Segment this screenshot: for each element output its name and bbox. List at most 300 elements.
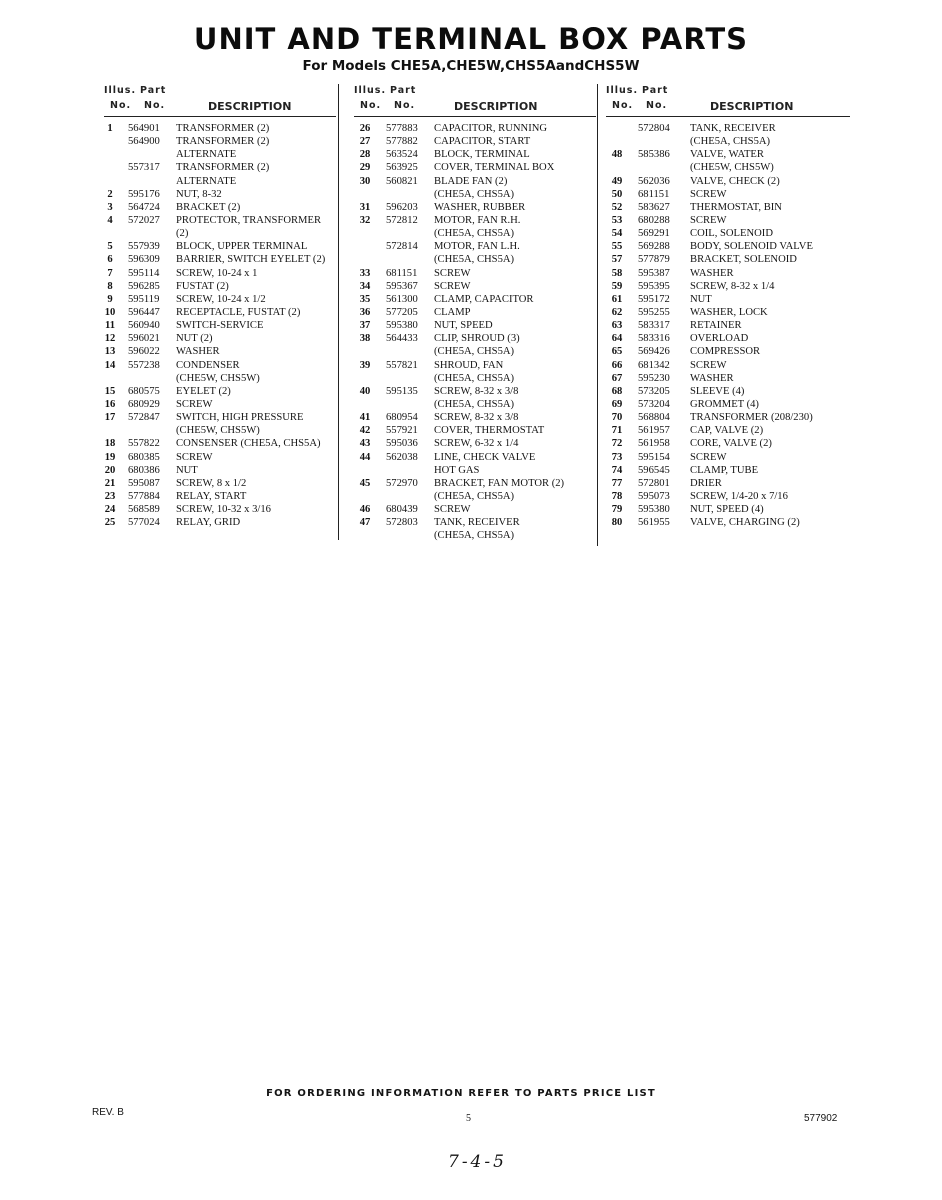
table-row — [104, 437, 336, 450]
table-row — [606, 411, 850, 424]
part-description: COVER, TERMINAL BOX — [434, 162, 555, 174]
table-row — [606, 253, 850, 266]
part-number: 577879 — [638, 254, 670, 266]
header-illus-no: No. — [612, 100, 634, 111]
part-description: SCREW — [176, 398, 213, 410]
table-row — [104, 464, 336, 477]
part-number: 569291 — [638, 228, 670, 240]
part-number: 680929 — [128, 398, 160, 410]
illus-number: 65 — [611, 346, 623, 358]
table-row — [104, 359, 336, 372]
illus-number: 37 — [359, 320, 371, 332]
illus-number: 68 — [611, 385, 623, 397]
table-row — [606, 398, 850, 411]
part-description: BLOCK, UPPER TERMINAL — [176, 241, 308, 253]
table-row — [606, 293, 850, 306]
table-row — [606, 464, 850, 477]
illus-number: 36 — [359, 306, 371, 318]
part-number: 595119 — [128, 293, 160, 305]
header-description: DESCRIPTION — [454, 100, 538, 113]
part-number: 583317 — [638, 320, 670, 332]
table-row — [606, 161, 850, 174]
part-description: WASHER, LOCK — [690, 306, 768, 318]
part-description: ALTERNATE — [176, 175, 237, 187]
part-description: (CHE5W, CHS5W) — [690, 162, 774, 174]
table-row — [104, 306, 336, 319]
part-description: SCREW, 8-32 x 3/8 — [434, 412, 519, 424]
table-row — [354, 227, 596, 240]
table-row — [354, 332, 596, 345]
table-row — [104, 175, 336, 188]
part-description: (CHE5A, CHS5A) — [434, 530, 515, 542]
illus-number: 15 — [104, 385, 116, 397]
illus-number: 66 — [611, 359, 623, 371]
part-number: 596203 — [386, 201, 418, 213]
table-row — [354, 503, 596, 516]
part-description: SCREW — [690, 188, 727, 200]
part-description: (CHE5A, CHS5A) — [434, 188, 515, 200]
part-number: 595230 — [638, 372, 670, 384]
table-row — [104, 267, 336, 280]
illus-number: 64 — [611, 333, 623, 345]
table-row — [354, 240, 596, 253]
table-row — [354, 372, 596, 385]
part-number: 572801 — [638, 477, 670, 489]
illus-number: 39 — [359, 359, 371, 371]
illus-number: 46 — [359, 504, 371, 516]
illus-number: 32 — [359, 214, 371, 226]
part-number: 595367 — [386, 280, 418, 292]
column-header — [606, 84, 850, 117]
part-description: (CHE5A, CHS5A) — [690, 136, 771, 148]
part-number: 569288 — [638, 241, 670, 253]
parts-column-2 — [354, 84, 596, 543]
part-description: PROTECTOR, TRANSFORMER — [176, 214, 322, 226]
table-row — [104, 424, 336, 437]
part-number: 577884 — [128, 490, 160, 502]
part-description: VALVE, CHECK (2) — [690, 175, 780, 187]
part-number: 557939 — [128, 241, 160, 253]
illus-number: 45 — [359, 477, 371, 489]
part-description: SLEEVE (4) — [690, 385, 745, 397]
illus-number: 61 — [611, 293, 623, 305]
illus-number: 19 — [104, 451, 116, 463]
part-description: ALTERNATE — [176, 149, 237, 161]
part-description: NUT (2) — [176, 333, 213, 345]
part-description: (CHE5A, CHS5A) — [434, 490, 515, 502]
column-divider — [338, 84, 339, 540]
table-row — [606, 122, 850, 135]
part-number: 572804 — [638, 123, 670, 134]
parts-list — [606, 122, 850, 529]
part-number: 595154 — [638, 451, 670, 463]
illus-number: 7 — [107, 267, 113, 279]
page-subtitle: For Models CHE5A,CHE5W,CHS5AandCHS5W — [302, 58, 640, 74]
table-row — [606, 345, 850, 358]
header-description: DESCRIPTION — [208, 100, 292, 113]
part-number: 557822 — [128, 438, 160, 450]
table-row — [104, 280, 336, 293]
part-description: (2) — [176, 228, 189, 240]
illus-number: 25 — [104, 517, 116, 529]
table-row — [606, 437, 850, 450]
part-description: NUT — [176, 464, 198, 476]
table-row — [606, 424, 850, 437]
illus-number: 78 — [611, 490, 623, 502]
header-illus: Illus. — [606, 85, 639, 96]
header-illus-no: No. — [360, 100, 382, 111]
header-illus: Illus. — [104, 85, 137, 96]
illus-number: 18 — [104, 438, 116, 450]
part-number: 595255 — [638, 306, 670, 318]
table-row — [354, 135, 596, 148]
part-number: 680575 — [128, 385, 160, 397]
table-row — [104, 490, 336, 503]
part-number: 572803 — [386, 517, 418, 529]
illus-number: 69 — [611, 398, 623, 410]
part-description: CLIP, SHROUD (3) — [434, 333, 520, 345]
part-description: RECEPTACLE, FUSTAT (2) — [176, 306, 301, 318]
table-row — [104, 201, 336, 214]
part-number: 583627 — [638, 201, 670, 213]
part-number: 595380 — [638, 504, 670, 516]
part-description: BRACKET (2) — [176, 201, 241, 213]
part-description: OVERLOAD — [690, 333, 749, 345]
part-description: CORE, VALVE (2) — [690, 438, 772, 450]
part-description: SCREW, 10-24 x 1/2 — [176, 293, 266, 305]
part-description: SCREW, 10-32 x 3/16 — [176, 504, 271, 516]
part-number: 564724 — [128, 201, 160, 213]
part-number: 572814 — [386, 241, 418, 253]
part-number: 561958 — [638, 438, 670, 450]
table-row — [104, 161, 336, 174]
part-description: (CHE5A, CHS5A) — [434, 228, 515, 240]
part-number: 595172 — [638, 293, 670, 305]
illus-number: 10 — [104, 306, 116, 318]
table-row — [354, 345, 596, 358]
part-number: 568589 — [128, 504, 160, 516]
part-description: TRANSFORMER (208/230) — [690, 412, 813, 424]
part-number: 560940 — [128, 320, 160, 332]
illus-number: 16 — [104, 398, 116, 410]
illus-number: 34 — [359, 280, 371, 292]
illus-number: 77 — [611, 477, 623, 489]
illus-number: 80 — [611, 517, 623, 529]
part-description: (CHE5A, CHS5A) — [434, 398, 515, 410]
illus-number: 35 — [359, 293, 371, 305]
part-description: SHROUD, FAN — [434, 359, 504, 371]
part-number: 596285 — [128, 280, 160, 292]
part-number: 564433 — [386, 333, 418, 345]
part-description: VALVE, WATER — [690, 149, 764, 161]
part-number: 561955 — [638, 517, 670, 529]
table-row — [606, 477, 850, 490]
table-row — [606, 188, 850, 201]
part-number: 561300 — [386, 293, 418, 305]
table-row — [354, 293, 596, 306]
illus-number: 70 — [611, 412, 623, 424]
part-description: SCREW, 8-32 x 3/8 — [434, 385, 519, 397]
table-row — [606, 306, 850, 319]
part-number: 680386 — [128, 464, 160, 476]
table-row — [354, 253, 596, 266]
part-number: 680385 — [128, 451, 160, 463]
table-row — [606, 201, 850, 214]
part-number: 595087 — [128, 477, 160, 489]
table-row — [606, 175, 850, 188]
part-description: TANK, RECEIVER — [434, 517, 520, 529]
parts-column-1 — [104, 84, 336, 529]
table-row — [606, 332, 850, 345]
header-illus-no: No. — [110, 100, 132, 111]
part-description: (CHE5A, CHS5A) — [434, 346, 515, 358]
part-number: 681342 — [638, 359, 670, 371]
illus-number: 48 — [611, 149, 623, 161]
part-description: WASHER, RUBBER — [434, 201, 526, 213]
part-description: TRANSFORMER (2) — [176, 162, 270, 174]
part-number: 557921 — [386, 425, 418, 437]
illus-number: 30 — [359, 175, 371, 187]
part-number: 563925 — [386, 162, 418, 174]
table-row — [104, 293, 336, 306]
part-number: 680288 — [638, 214, 670, 226]
column-header — [104, 84, 336, 117]
illus-number: 71 — [611, 425, 623, 437]
part-description: CLAMP, CAPACITOR — [434, 293, 534, 305]
table-row — [354, 490, 596, 503]
header-part: Part — [140, 85, 167, 96]
illus-number: 27 — [359, 136, 371, 148]
table-row — [354, 516, 596, 529]
part-description: SCREW — [176, 451, 213, 463]
table-row — [606, 280, 850, 293]
part-description: COMPRESSOR — [690, 346, 761, 358]
table-row — [606, 214, 850, 227]
part-description: SCREW — [690, 359, 727, 371]
column-divider — [597, 84, 598, 546]
illus-number: 63 — [611, 320, 623, 332]
illus-number: 17 — [104, 412, 116, 424]
part-number: 577205 — [386, 306, 418, 318]
table-row — [606, 267, 850, 280]
ordering-note: FOR ORDERING INFORMATION REFER TO PARTS PRICE LIST — [266, 1088, 656, 1099]
table-row — [606, 516, 850, 529]
document-number: 577902 — [804, 1113, 838, 1124]
part-description: GROMMET (4) — [690, 398, 759, 410]
table-row — [354, 411, 596, 424]
part-number: 681151 — [386, 267, 418, 279]
table-row — [104, 332, 336, 345]
part-number: 577883 — [386, 123, 418, 134]
table-row — [606, 385, 850, 398]
part-description: CLAMP, TUBE — [690, 464, 759, 476]
table-row — [606, 503, 850, 516]
table-row — [354, 306, 596, 319]
illus-number: 14 — [104, 359, 116, 371]
parts-list — [104, 122, 336, 529]
part-description: RELAY, GRID — [176, 517, 241, 529]
table-row — [104, 345, 336, 358]
part-number: 595176 — [128, 188, 160, 200]
illus-number: 1 — [107, 123, 113, 134]
part-number: 595387 — [638, 267, 670, 279]
part-number: 564901 — [128, 123, 160, 134]
part-description: BRACKET, FAN MOTOR (2) — [434, 477, 565, 489]
part-description: WASHER — [690, 267, 734, 279]
illus-number: 23 — [104, 490, 116, 502]
illus-number: 47 — [359, 517, 371, 529]
table-row — [354, 529, 596, 542]
part-description: TANK, RECEIVER — [690, 123, 776, 134]
part-number: 562036 — [638, 175, 670, 187]
page-title: UNIT AND TERMINAL BOX PARTS — [193, 22, 749, 56]
part-description: COVER, THERMOSTAT — [434, 425, 545, 437]
illus-number: 62 — [611, 306, 623, 318]
illus-number: 24 — [104, 504, 116, 516]
part-description: CONDENSER — [176, 359, 240, 371]
revision-label: REV. B — [92, 1107, 124, 1118]
part-description: BLOCK, TERMINAL — [434, 149, 530, 161]
illus-number: 26 — [359, 123, 371, 134]
part-description: SCREW — [690, 451, 727, 463]
part-number: 557821 — [386, 359, 418, 371]
table-row — [104, 135, 336, 148]
part-description: WASHER — [176, 346, 220, 358]
header-part: Part — [642, 85, 669, 96]
table-row — [606, 359, 850, 372]
part-number: 572027 — [128, 214, 160, 226]
illus-number: 33 — [359, 267, 371, 279]
part-number: 583316 — [638, 333, 670, 345]
illus-number: 12 — [104, 333, 116, 345]
part-description: SCREW, 6-32 x 1/4 — [434, 438, 519, 450]
part-description: LINE, CHECK VALVE — [434, 451, 536, 463]
part-description: SWITCH-SERVICE — [176, 320, 264, 332]
part-description: DRIER — [690, 477, 722, 489]
part-number: 596545 — [638, 464, 670, 476]
part-number: 595395 — [638, 280, 670, 292]
part-description: BARRIER, SWITCH EYELET (2) — [176, 254, 326, 266]
table-row — [354, 359, 596, 372]
part-description: SCREW, 10-24 x 1 — [176, 267, 258, 279]
illus-number: 6 — [107, 254, 113, 266]
table-row — [104, 385, 336, 398]
header-part-no: No. — [144, 100, 166, 111]
table-row — [104, 214, 336, 227]
part-description: SCREW — [434, 267, 471, 279]
table-row — [104, 319, 336, 332]
table-row — [104, 188, 336, 201]
illus-number: 54 — [611, 228, 623, 240]
illus-number: 38 — [359, 333, 371, 345]
table-row — [104, 398, 336, 411]
illus-number: 31 — [359, 201, 371, 213]
table-row — [354, 201, 596, 214]
part-description: CAPACITOR, START — [434, 136, 531, 148]
part-description: RELAY, START — [176, 490, 247, 502]
table-row — [354, 214, 596, 227]
table-row — [104, 516, 336, 529]
part-description: HOT GAS — [434, 464, 480, 476]
table-row — [606, 372, 850, 385]
table-row — [354, 188, 596, 201]
illus-number: 40 — [359, 385, 371, 397]
part-description: NUT — [690, 293, 712, 305]
table-row — [606, 148, 850, 161]
part-number: 572812 — [386, 214, 418, 226]
part-description: SCREW — [434, 280, 471, 292]
header-part-no: No. — [394, 100, 416, 111]
table-row — [354, 161, 596, 174]
part-description: WASHER — [690, 372, 734, 384]
table-row — [354, 148, 596, 161]
header-part: Part — [390, 85, 417, 96]
illus-number: 8 — [107, 280, 113, 292]
table-row — [104, 372, 336, 385]
part-number: 577882 — [386, 136, 418, 148]
table-row — [104, 122, 336, 135]
part-number: 596309 — [128, 254, 160, 266]
table-row — [354, 451, 596, 464]
illus-number: 43 — [359, 438, 371, 450]
part-description: (CHE5A, CHS5A) — [434, 372, 515, 384]
part-number: 681151 — [638, 188, 670, 200]
part-description: SCREW, 8 x 1/2 — [176, 477, 247, 489]
part-number: 573204 — [638, 398, 670, 410]
table-row — [606, 490, 850, 503]
illus-number: 59 — [611, 280, 623, 292]
table-row — [104, 240, 336, 253]
part-description: CONSENSER (CHE5A, CHS5A) — [176, 438, 321, 450]
column-header — [354, 84, 596, 117]
part-number: 561957 — [638, 425, 670, 437]
part-number: 560821 — [386, 175, 418, 187]
part-description: SCREW — [690, 214, 727, 226]
part-number: 680439 — [386, 504, 418, 516]
table-row — [104, 411, 336, 424]
table-row — [354, 424, 596, 437]
table-row — [104, 253, 336, 266]
table-row — [104, 148, 336, 161]
parts-column-3 — [606, 84, 850, 529]
table-row — [104, 503, 336, 516]
part-number: 557238 — [128, 359, 160, 371]
part-description: EYELET (2) — [176, 385, 231, 397]
table-row — [354, 319, 596, 332]
table-row — [354, 267, 596, 280]
table-row — [354, 464, 596, 477]
table-row — [104, 227, 336, 240]
illus-number: 4 — [107, 214, 113, 226]
part-number: 595073 — [638, 490, 670, 502]
part-description: SCREW, 1/4-20 x 7/16 — [690, 490, 788, 502]
illus-number: 53 — [611, 214, 623, 226]
illus-number: 11 — [104, 320, 115, 332]
part-description: THERMOSTAT, BIN — [690, 201, 782, 213]
illus-number: 42 — [359, 425, 371, 437]
handwritten-note: 7-4-5 — [448, 1152, 507, 1172]
part-description: NUT, 8-32 — [176, 188, 222, 200]
part-description: FUSTAT (2) — [176, 280, 229, 292]
illus-number: 57 — [611, 254, 623, 266]
table-row — [606, 227, 850, 240]
header-description: DESCRIPTION — [710, 100, 794, 113]
part-description: SCREW, 8-32 x 1/4 — [690, 280, 775, 292]
table-row — [354, 437, 596, 450]
illus-number: 73 — [611, 451, 623, 463]
illus-number: 58 — [611, 267, 623, 279]
illus-number: 79 — [611, 504, 623, 516]
